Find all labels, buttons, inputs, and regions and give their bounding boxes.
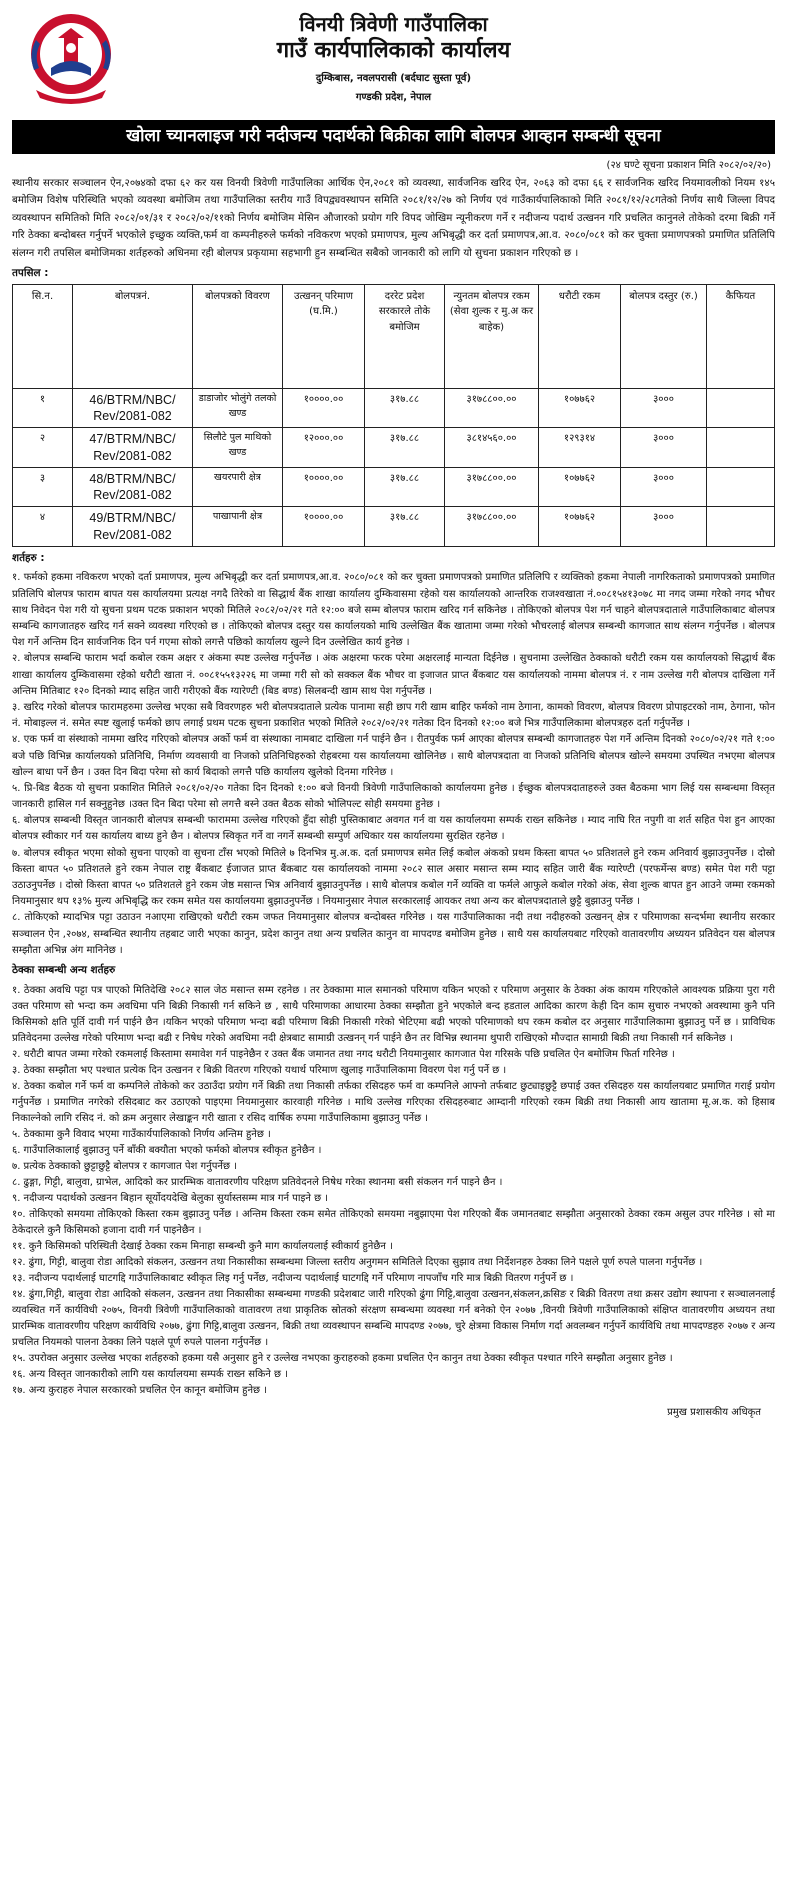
term-item: ७. बोलपत्र स्वीकृत भएमा सोको सुचना पाएको वा सुचना टाँस भएको मितिले ७ दिनभित्र मु.अ.क. दर्ता प्रमाणपत्र समेत लिई कबोल अंकको प्रथम किस्ता बापत ५० प्रतिशतले हुने रकम अनिवार्य बुझाउनुपर्नेछ । दोस्रो किस्ता बापत ५० प्रतिशतले हुने रकम नेपाल राष्ट्र बैंकबाट ईजाजत प्राप्त बैंकबाट यस कार्यालयको नाममा २०८२ साल असार मसान्त सम्म म्याद सहित जारी बैंक ग्यारेण्टी (परफर्मेन्स बण्ड) समेत पेश गरी पट्टा उठाउनुपर्नेछ । दोस्रो किस्ता बापत ५० प्रतिशतले हुने रकम जेष्ठ मसान्त भित्र अनिवार्य बुझाउनुपर्नेछ । साथै बोलपत्र कबोल गर्ने व्यक्ति वा फर्मले आफुले कबोल गरेको अंक, सेवा शुल्क बापत हुन आउने जम्मा रकमको नियमानुसार थप १३% मुल्य अभिबृद्धि कर रकम समेत यस कार्यालयमा बुझाउनुपर्नेछ । नियमानुसार नेपाल सरकारलाई आयकर तथा अन्य कर बोलपत्रदाताले छुट्टै बुझाउनु पर्नेछ । [12,847,775,908]
cell-deposit: १०७७६२ [539,467,621,507]
nepal-emblem-icon [26,10,116,108]
cell-bid-no: 48/BTRM/NBC/ Rev/2081-082 [73,467,193,507]
col-header-qty: उत्खनन् परिमाण (घ.मि.) [283,284,365,388]
other-term-item: १४. ढुंगा,गिट्टी, बालुवा रोडा आदिको संकलन, उत्खनन तथा निकासीका सम्बन्धमा गण्डकी प्रदेशबाट जारी गरिएको ढुंगा गिट्टि,बालुवा उत्खनन,संकलन,क्रसिङ र बिक्री वितरण तथा क्रसर उद्योग स्थापना र सञ्चालनलाई व्यवस्थित गर्ने कार्यविधी २०७५, विनयी त्रिवेणी गाउँपालिकाको वातावरण तथा प्राकृतिक स्रोतको संरक्षण सम्बन्धमा व्यवस्था गर्न बनेको ऐन २०७७ ,विनयी त्रिवेणी गाउँपालिकाको संक्षिप्त वातावरणीय अध्ययन तथा प्रारम्भिक वातावरणीय परिक्षण कार्यविधि २०७७, ढुंगा गिट्टि,बालुवा उत्खनन, बिक्री तथा व्यवस्थापन सम्बन्धि मापदण्ड २०७७, चुरे क्षेत्रमा विकास निर्माण गर्दा अवलम्बन गर्नुपर्ने कार्यविधि तथा मापदण्डहरु २०७७ र अन्य प्रचलित नियमको पालना ठेक्का लिने पक्षले पूर्ण रुपले पालना गर्नुपर्नेछ । [12,1288,775,1348]
cell-sn: १ [13,388,73,428]
col-header-fee: बोलपत्र दस्तुर (रु.) [621,284,707,388]
office-name: विनयी त्रिवेणी गाउँपालिका [299,12,488,36]
term-item: १. फर्मको हकमा नविकरण भएको दर्ता प्रमाणपत्र, मुल्य अभिबृद्धी कर दर्ता प्रमाणपत्र,आ.व. २०८०/०८१ को कर चुक्ता प्रमाणपत्रको प्रमाणित प्रतिलिपि र व्यक्तिको हकमा नेपाली नागरिकताको प्रमाणपत्रको प्रमाणित प्रतिलिपि बोलपत्र फाराम बापत यस कार्यालयमा प्रत्यक्ष नगदै तिरेको वा सिद्धार्थ बैंक शाखा कार्यालय दुम्किवासमा रहेको यस कार्यालयको आन्तरिक राजश्वखाता नं.००८१५४१३०७८ मा नगद जम्मा गरेको नगद भौचर साथ निवेदन पेश गरी यो सुचना प्रथम पटक प्रकाशन भएको मितिले २०८२/०२/२१ गते १२:०० बजे सम्म बोलपत्र फाराम खरिद गर्न सकिनेछ । तोकिएको बोलपत्र पेश गर्न चाहने बोलपत्रदाताले गाउँपालिकाबाट बोलपत्र सम्बन्धि कागजातहरु खरिद गर्न सक्ने व्यवस्था गरिएको छ । तोकिएको बोलपत्र दस्तुर यस कार्यालयको माथि उल्लेखित बैंक खातामा जम्मा गरेको भौचरलाई बोलपत्र सम्बन्धी कागजात साथ संलग्न गर्नुपर्नेछ । बोलपत्र पेश गर्ने अन्तिम दिन सार्वजनिक दिन पर्न गएमा सोको लगत्तै पछिको कार्यालय खुल्ने दिन उल्लेखित कार्य हुनेछ । [12,572,775,649]
other-term-item: ७. प्रत्येक ठेक्काको छुट्टाछुट्टै बोलपत्र र कागजात पेश गर्नुपर्नेछ । [12,1160,237,1172]
notice-title: खोला च्यानलाइज गरी नदीजन्य पदार्थको बिक्रीका लागि बोलपत्र आव्हान सम्बन्धी सूचना [12,120,775,154]
cell-qty: १२०००.०० [283,428,365,468]
other-term-item: १३. नदीजन्य पदार्थलाई घाटगद्दि गाउँपालिकाबाट स्वीकृत लिइ गर्नु पर्नेछ, नदीजन्य पदार्थलाई घाटगद्दि गर्ने परिमाण नापजाँच गरि मात्र बिक्री वितरण गर्नुपर्ने छ । [12,1272,574,1284]
cell-desc: सिलौटे पुल माथिको खण्ड [193,428,283,468]
other-term-item: ११. कुनै किसिमको परिस्थिती देखाई ठेक्का रकम मिनाहा सम्बन्धी कुनै माग कार्यालयलाई स्वीकार्य हुनेछैन । [12,1240,393,1252]
signature-line: प्रमुख प्रशासकीय अधिकृत [667,1406,761,1418]
letterhead [12,10,775,118]
cell-deposit: १०७७६२ [539,388,621,428]
cell-bid-no: 49/BTRM/NBC/ Rev/2081-082 [73,507,193,547]
other-term-item: १२. ढुंगा, गिट्टी, बालुवा रोडा आदिको संकलन, उत्खनन तथा निकासीका सम्बन्धमा जिल्ला स्तरीय अनुगमन समितिले दिएका सुझाव तथा निर्देशनहरु ठेक्का लिने पक्षले पूर्ण रुपले पालना गर्नुपर्नेछ । [12,1256,703,1268]
cell-remarks [707,388,775,428]
col-header-sn: सि.न. [13,284,73,388]
cell-rate: ३१७.८८ [365,388,445,428]
other-term-item: ३. ठेक्का सम्झौता भए पश्चात प्रत्येक दिन उत्खनन र बिक्री वितरण गरिएको यथार्थ परिमाण खुलाइ गाउँपालिकामा विवरण पेश गर्नु पर्ने छ । [12,1064,507,1076]
cell-remarks [707,507,775,547]
cell-fee: ३००० [621,428,707,468]
terms-heading: शर्तहरु : [12,551,45,564]
terms-list [12,570,775,959]
col-header-min-amount: न्युनतम बोलपत्र रकम (सेवा शुल्क र मु.अ कर बाहेक) [445,284,539,388]
other-term-item: ६. गाउँपालिकालाई बुझाउनु पर्ने बाँकी बक्यौता भएको फर्मको बोलपत्र स्वीकृत हुनेछैन । [12,1144,322,1156]
cell-deposit: १०७७६२ [539,507,621,547]
cell-bid-no: 47/BTRM/NBC/ Rev/2081-082 [73,428,193,468]
other-term-item: १०. तोकिएको समयमा तोकिएको किस्ता रकम बुझाउनु पर्नेछ । अन्तिम किस्ता रकम समेत तोकिएको समयमा नबुझाएमा पेश गरिएको बैंक जमानतबाट सम्झौता अनुसारको ठेक्का रकम असुल उपर गरिनेछ । सो मा ठेकेदारले कुनै किसिमको हजाना दावी गर्न पाइनेछैन । [12,1208,775,1236]
other-term-item: ९. नदीजन्य पदार्थको उत्खनन बिहान सूर्योदयदेखि बेलुका सुर्यास्तसम्म मात्र गर्न पाइने छ । [12,1192,329,1204]
cell-rate: ३१७.८८ [365,507,445,547]
cell-rate: ३१७.८८ [365,467,445,507]
cell-fee: ३००० [621,467,707,507]
cell-min-amount: ३१७८८००.०० [445,507,539,547]
term-item: ६. बोलपत्र सम्बन्धी विस्तृत जानकारी बोलपत्र सम्बन्धी फाराममा उल्लेख गरिएको हुँदा सोही पुस्तिकाबाट अवगत गर्न वा यस कार्यालयमा सम्पर्क राख्न सकिनेछ । म्याद नाघि रित नपुगी वा शर्त सहित पेश हुन आएका बोलपत्र स्वीकार गर्न यस कार्यालय बाध्य हुने छैन । बोलपत्र स्विकृत गर्ने वा नगर्ने सम्बन्धी सम्पुर्ण अधिकार यस कार्यालयमा सुरक्षित रहनेछ । [12,815,775,843]
table-row [13,507,775,547]
cell-fee: ३००० [621,388,707,428]
cell-min-amount: ३८१४५६०.०० [445,428,539,468]
table-row [13,467,775,507]
cell-desc: डाडाजोर भोलुंगे तलको खण्ड [193,388,283,428]
other-term-item: १६. अन्य विस्तृत जानकारीको लागि यस कार्यालयमा सम्पर्क राख्न सकिने छ । [12,1368,288,1380]
office-address: दुम्किबास, नवलपरासी (बर्दघाट सुस्ता पूर्व) [315,72,472,84]
other-terms-heading: ठेक्का सम्बन्धी अन्य शर्तहरु [12,963,116,976]
cell-qty: १००००.०० [283,388,365,428]
other-term-item: ५. ठेक्कामा कुनै विवाद भएमा गाउँकार्यपालिकाको निर्णय अन्तिम हुनेछ । [12,1128,271,1140]
cell-remarks [707,428,775,468]
term-item: ५. प्रि-बिड बैठक यो सुचना प्रकाशित मितिले २०८१/०२/२० गतेका दिन दिनको १:०० बजे विनयी त्रिवेणी गाउँपालिकाको कार्यालयमा हुनेछ । ईच्छुक बोलपत्रदाताहरुले उक्त बैठकमा भाग लिई यस सम्बन्धमा विस्तृत जानकारी हासिल गर्न सक्नुहुनेछ ।उक्त दिन बिदा परेमा सो लगत्तै बस्ने उक्त बैठक सोको भोलिपल्ट सोही समयमा हुनेछ । [12,782,775,811]
cell-qty: १००००.०० [283,467,365,507]
table-header-row [13,284,775,388]
publication-date: (२४ घण्टे सूचना प्रकाशन मिति २०८२/०२/२०) [606,159,771,171]
other-term-item: १. ठेक्का अवधि पट्टा पत्र पाएको मितिदेखि २०८२ साल जेठ मसान्त सम्म रहनेछ । तर ठेक्कामा माल समानको परिमाण यकिन भएको र परिमाण अनुसार के ठेक्का अंक कायम गरिएकोले आवश्यक प्रक्रिया पुरा गरी उक्त परिमाण सो भन्दा कम अवधिमा पनि बिक्री निकासी गर्न सकिने छ , साथै परिमाणका आधारमा ठेक्का सम्झौता हुने भएकोले बन्द हडताल आदिका कारण केही दिन काम सुचारु नभएको अवस्थामा कुनै पनि किसिमको क्षति पूर्ति दावी गर्न पाईने छैन ।यकिन भएको परिमाण भन्दा बढी परिमाण बिक्री निकासी गरेको भेटिएमा बढी भएको परिमाणको थप रकम कबोल दर अनुसार गाउँपालिकामा बुझाउनु पर्ने छ । प्राविधिक प्रतिवेदनमा उल्लेख गरेको परिमाण भन्दा बढी र निषेध गरेको अवधिमा नदी क्षेत्रबाट सामाग्री उत्खनन् गर्न पाईने छैन तर विभिन्न स्थानमा थुपारी राखिएको मौज्दात सामाग्री बिक्री तथा निकासी गर्न सकिनेछ । [12,984,775,1044]
cell-deposit: १२९३१४ [539,428,621,468]
table-row [13,428,775,468]
other-terms-list [12,983,775,1399]
cell-min-amount: ३१७८८००.०० [445,388,539,428]
other-term-item: ४. ठेक्का कबोल गर्ने फर्म वा कम्पनिले तोकेको कर उठाउँदा प्रयोग गर्ने बिक्री तथा निकासी तर्फका रसिदहरु फर्म वा कम्पनिले आफ्नो तर्फबाट छुट्याइछुट्टै छपाई उक्त रसिदहरु यस कार्यालयबाट प्रमाणित गराई प्रयोग गर्नुपर्नेछ । प्रमाणित नगरेको रसिदबाट कर उठाएको पाइएमा नियमानुसार कारवाही गरिनेछ । माथि उल्लेख गरिएका रसिदहरुबाट आम्दानी गरिएको रकम बिक्री तथा निकासी आय खातामा मू.अ.क. को हिसाब निकाल्नेको लागि रसिद नं. को क्रम अनुसार लेखाङ्कन गरी खाता र रसिद वार्षिक रुपमा गाउँपालिकामा बुझाउनु पर्नेछ । [12,1080,775,1124]
cell-sn: ४ [13,507,73,547]
col-header-remarks: कैफियत [707,284,775,388]
other-term-item: २. धरौटी बापत जम्मा गरेको रकमलाई किस्तामा समावेश गर्न पाइनेछैन र उक्त बैंक जमानत तथा नगद धरौटी नियमानुसार कागजात पेश गरिसके पछि प्रचलित ऐन बमोजिम फिर्ता गरिनेछ । [12,1048,675,1060]
term-item: २. बोलपत्र सम्बन्धि फाराम भर्दा कबोल रकम अक्षर र अंकमा स्पष्ट उल्लेख गर्नुपर्नेछ । अंक अक्षरमा फरक परेमा अक्षरलाई मान्यता दिईनेछ । सुचनामा उल्लेखित ठेक्काको धरौटी रकम यस कार्यालयको सिद्धार्थ बैंक शाखा कार्यालय दुम्किवासमा रहेको धरौटी खाता नं. ००८१५५१३२२६ मा जम्मा गरी सो को सक्कल बैंक भौचर वा इजाजत प्राप्त बैंकबाट यस कार्यालयको नाममा बोलपत्र नं. र नाम उल्लेख गरी बोलपत्र दाखिला गर्ने अन्तिम मितिबाट १२० दिनको म्याद सहित जारी गरीएको बैंक ग्यारेण्टी (बिड बण्ड) सिलबन्दी खाम साथ पेश गर्नुपर्नेछ । [12,653,775,697]
cell-fee: ३००० [621,507,707,547]
col-header-deposit: धरौटी रकम [539,284,621,388]
cell-desc: पाखापानी क्षेत्र [193,507,283,547]
table-row [13,388,775,428]
office-province: गण्डकी प्रदेश, नेपाल [355,91,432,103]
cell-qty: १००००.०० [283,507,365,547]
schedule-label: तपसिल : [12,267,49,280]
bid-table [12,284,775,547]
term-item: ३. खरिद गरेको बोलपत्र फारामहरुमा उल्लेख भएका सबै विवरणहरु भरी बोलपत्रदाताले प्रत्येक पानामा सही छाप गरी खाम बाहिर फर्मको नाम ठेगाना, कामको विवरण, बोलपत्र विवरण प्रोपाइटरको नाम, ठेगाना, फोन नं. मोबाइल्ल नं. समेत स्पष्ट खुलाई फर्मको छाप लगाई प्रथम पटक सुचना प्रकाशित भएको मितिले २०८२/०२/२१ गतेका दिन दिनको १२:०० बजे भित्र गाउँपालिकामा बोलपत्रहरु दर्ता गर्नुपर्नेछ । [12,701,775,730]
office-subtitle: गाउँ कार्यपालिकाको कार्यालय [276,37,511,63]
cell-min-amount: ३१७८८००.०० [445,467,539,507]
cell-remarks [707,467,775,507]
cell-rate: ३१७.८८ [365,428,445,468]
cell-desc: खयरपारी क्षेत्र [193,467,283,507]
other-term-item: १७. अन्य कुराहरु नेपाल सरकारको प्रचलित ऐन कानून बमोजिम हुनेछ । [12,1384,267,1396]
col-header-bid-no: बोलपत्रनं. [73,284,193,388]
term-item: ४. एक फर्म वा संस्थाको नाममा खरिद गरिएको बोलपत्र अर्को फर्म वा संस्थाका नामबाट दाखिला गर्न पाईने छैन । रीतपुर्वक फर्म आएका बोलपत्र सम्बन्धी कागजातहरु पेश गर्ने अन्तिम दिनको २०८०/०२/२१ गते १:०० बजे पछि विभिन्न कार्यालयको प्रतिनिधि, निर्माण व्यवसायी वा निजको प्रतिनिधिहरुको रोहबरमा यस कार्यालयमा खोलिनेछ । साथै बोलपत्रदाता वा निजको प्रतिनिधि बोलपत्र खोल्ने समयमा उपस्थित नभएमा बोलपत्र खोल्न बाधा पर्ने छैन । उक्त दिन बिदा परेमा सो कार्य बिदाको लगत्तै पछि कार्यालय खुलेको दिनमा गरिनेछ । [12,734,775,778]
cell-sn: २ [13,428,73,468]
other-term-item: ८. ढुङ्गा, गिट्टी, बालुवा, ग्राभेल, आदिको कर प्रारम्भिक वातावरणीय परिक्षण प्रतिवेदनले निषेध गरेका स्थानमा बसी संकलन गर्न पाइने छैन । [12,1176,503,1188]
col-header-desc: बोलपत्रको विवरण [193,284,283,388]
col-header-rate: दररेट प्रदेश सरकारले तोके बमोजिम [365,284,445,388]
term-item: ८. तोकिएको म्यादभित्र पट्टा उठाउन नआएमा राखिएको धरौटी रकम जफत नियमानुसार बोलपत्र बन्दोबस्त गरिनेछ । यस गाउँपालिकाका नदी तथा नदीहरुको उत्खनन् क्षेत्र र परिमाणका सन्दर्भमा स्थानीय सरकार सञ्चालन ऐन ,२०७४, सम्बन्धित स्थानीय तहबाट जारी भएका कानुन, प्रदेश कानुन तथा अन्य प्रचलित कानुन वा मापदण्ड बमोजिम हुनेछ । साथै यस कार्यालयबाट गरिएको वातावरणीय अध्ययन प्रतिवेदन यस बोलपत्र सम्झौता अभिन्न अंग मानिनेछ । [12,912,775,956]
cell-sn: ३ [13,467,73,507]
other-term-item: १५. उपरोक्त अनुसार उल्लेख भएका शर्तहरुको हकमा यसै अनुसार हुने र उल्लेख नभएका कुराहरुको हकमा प्रचलित ऐन कानुन तथा ठेक्का स्वीकृत पश्चात गरिने सम्झौता अनुसार हुनेछ । [12,1352,673,1364]
cell-bid-no: 46/BTRM/NBC/ Rev/2081-082 [73,388,193,428]
intro-paragraph: स्थानीय सरकार सञ्चालन ऐन,२०७४को दफा ६२ कर यस विनयी त्रिवेणी गाउँपालिका आर्थिक ऐन,२०८१ को व्यवस्था, सार्वजनिक खरिद ऐन, २०६३ को दफा ६६ र सार्वजनिक खरिद नियमावलीको नियम १४५ बमोजिम विशेष परिस्थिति भएको व्यवस्था बमोजिम तथा गाउँपालिका स्तरीय गाउँ विपद्व्यवस्थापन समिति २०८१/१२/२७ को निर्णय एवं गाउँकार्यपालिकाको मिति २०८१/१२/२८गतेको निर्णय साथै जिल्ला विपद व्यवस्थापन समितिको मिति २०८२/०१/३१ र २०८२/०२/११को निर्णय बमोजिम मेसिन औजारको प्रयोग गरि विपद जोखिम न्यूनीकरण गर्ने र नदीजन्य पदार्थ उत्खनन गरि प्रचलित कानुनले तोकेको दरमा बिक्री गर्ने गरि ठेक्का बन्दोबस्त गर्नुपर्ने भएकोले इच्छुक व्यक्ति,फर्म वा कम्पनीहरुले फर्मको नविकरण भएको प्रमाणपत्र, मुल्य अभिबृद्धी कर दर्ता प्रमाणपत्र,आ.व. २०८०/०८१ को कर चुक्ता प्रमाणपत्रको प्रमाणित प्रतिलिपि संलग्न गरी तपसिल बमोजिमका शर्तहरुको अधिनमा रही बोलपत्र प्रकृयामा सहभागी हुन सम्बन्धित सबैको जानकारी को लागि यो सुचना प्रकाशन गरिएको छ । [12,177,775,259]
